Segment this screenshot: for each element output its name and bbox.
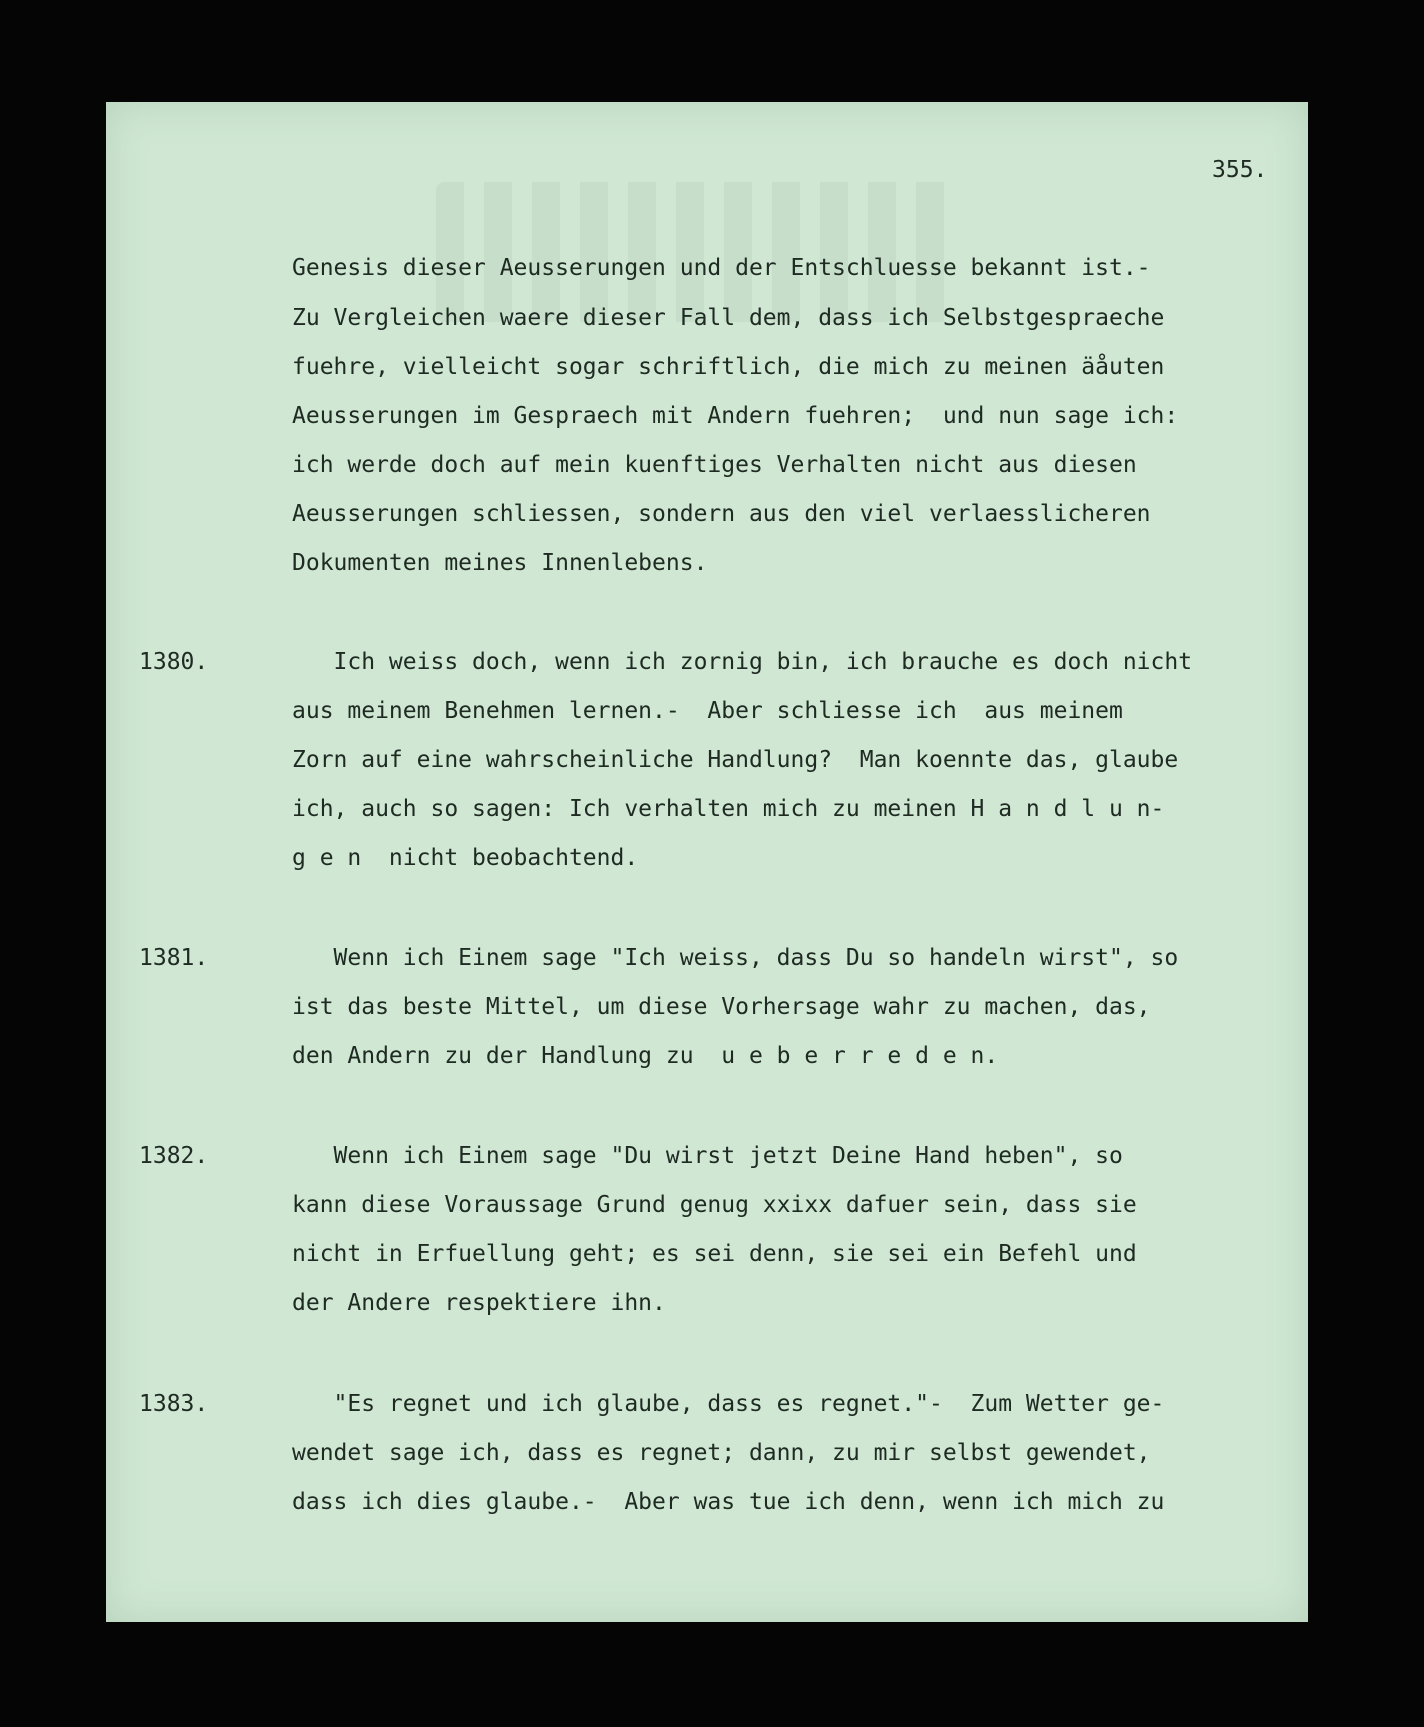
entry-1382-line-2: kann diese Voraussage Grund genug xxixx dafuer sein, dass sie [292, 1192, 1137, 1218]
page-number: 355. [1212, 157, 1268, 183]
entry-number-1380: 1380. [139, 649, 209, 675]
entry-1380-line-5: g e n nicht beobachtend. [292, 845, 639, 871]
entry-1383-line-2: wendet sage ich, dass es regnet; dann, zu mir selbst gewendet, [292, 1440, 1151, 1466]
entry-number-1382: 1382. [139, 1143, 209, 1169]
entry-1381-line-2: ist das beste Mittel, um diese Vorhersage wahr zu machen, das, [292, 994, 1151, 1020]
intro-line-3: fuehre, vielleicht sogar schriftlich, die mich zu meinen äåuten [292, 354, 1165, 380]
intro-line-2: Zu Vergleichen waere dieser Fall dem, dass ich Selbstgespraeche [292, 305, 1165, 331]
entry-1383-line-3: dass ich dies glaube.- Aber was tue ich denn, wenn ich mich zu [292, 1489, 1165, 1515]
entry-number-1381: 1381. [139, 945, 209, 971]
entry-1382-line-4: der Andere respektiere ihn. [292, 1290, 666, 1316]
entry-1382-line-3: nicht in Erfuellung geht; es sei denn, sie sei ein Befehl und [292, 1241, 1137, 1267]
intro-line-6: Aeusserungen schliessen, sondern aus den viel verlaesslicheren [292, 501, 1151, 527]
entry-1383-line-1: "Es regnet und ich glaube, dass es regnet."- Zum Wetter ge- [292, 1391, 1165, 1417]
entry-1381-line-3: den Andern zu der Handlung zu u e b e r r e d e n. [292, 1043, 999, 1069]
paper-watermark [436, 182, 956, 322]
entry-number-1383: 1383. [139, 1391, 209, 1417]
entry-1382-line-1: Wenn ich Einem sage "Du wirst jetzt Deine Hand heben", so [292, 1143, 1123, 1169]
entry-1380-line-2: aus meinem Benehmen lernen.- Aber schliesse ich aus meinem [292, 698, 1123, 724]
intro-line-5: ich werde doch auf mein kuenftiges Verhalten nicht aus diesen [292, 452, 1137, 478]
entry-1380-line-3: Zorn auf eine wahrscheinliche Handlung? Man koennte das, glaube [292, 747, 1179, 773]
entry-1380-line-1: Ich weiss doch, wenn ich zornig bin, ich brauche es doch nicht [292, 649, 1193, 675]
intro-line-7: Dokumenten meines Innenlebens. [292, 550, 708, 576]
intro-line-4: Aeusserungen im Gespraech mit Andern fuehren; und nun sage ich: [292, 403, 1179, 429]
intro-line-1: Genesis dieser Aeusserungen und der Entschluesse bekannt ist.- [292, 255, 1151, 281]
entry-1380-line-4: ich, auch so sagen: Ich verhalten mich zu meinen H a n d l u n- [292, 796, 1165, 822]
entry-1381-line-1: Wenn ich Einem sage "Ich weiss, dass Du so handeln wirst", so [292, 945, 1179, 971]
